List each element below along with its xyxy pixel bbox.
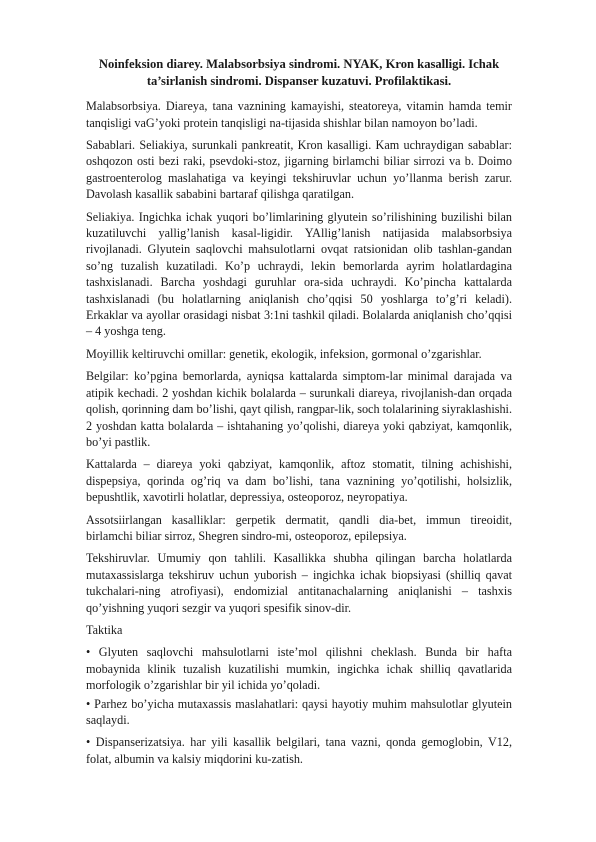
bullet-diet-consultation: • Parhez bo’yicha mutaxassis maslahatlari: qaysi hayotiy muhim mahsulotlar glyutein saqlaydi. (86, 696, 512, 727)
paragraph-symptoms: Belgilar: ko’pgina bemorlarda, ayniqsa kattalarda simptom-lar minimal darajada va atipik kechadi. 2 yoshdan kichik bolalarda – surunkali diareya, rivojlanish-dan orqada qolish, qorinning dam bo’lishi, qayt qilish, rangpar-lik, soch tolalarining siyraklashishi. 2 yoshdan katta bolalarda – ishtahaning yo’qolishi, diareya yoki qabziyat, kamqonlik, bo’yi pastlik. (86, 369, 512, 449)
paragraph-risk-factors: Moyillik keltiruvchi omillar: genetik, ekologik, infeksion, gormonal o’zgarishlar. (86, 346, 482, 361)
paragraph-celiac: Seliakiya. Ingichka ichak yuqori bo’limlarining glyutein so’rilishining buzilishi bilan kuzatiluvchi yallig’lanish kasal-ligidir. YAllig’lanish natijasida malabsorbsiya rivojlanadi. Glyutein saqlovchi mahsulotlarni ovqat ratsionidan olib tashlan-gandan so’ng tuzalish kuzatiladi. Ko’p uchraydi, lekin bemorlarda ayrim holatlardagina tashxislanadi. Barcha yoshdagi guruhlar ora-sida uchraydi. Ko’pincha kattalarda tashxislanadi (bu holatlarning aniqlanish cho’qqisi 50 yoshlarga to’g’ri keladi). Erkaklar va ayollar orasidagi nisbat 3:1ni tashkil qiladi. Bolalarda aniqlanish cho’qqisi – 4 yoshga teng. (86, 209, 512, 339)
paragraph-malabsorption: Malabsorbsiya. Diareya, tana vaznining kamayishi, steatoreya, vitamin hamda temir tanqisligi vaG’yoki protein tanqisligi na-tijasida shishlar bilan namoyon bo’ladi. (86, 99, 512, 130)
bullet-gluten-restriction: • Glyuten saqlovchi mahsulotlarni iste’mol qilishni cheklash. Bunda bir hafta mobaynida klinik tuzalish kuzatilishi mumkin, ingichka ichak shilliq qavatlarida morfologik o’zgarishlar bir yil ichida yo’qoladi. (86, 645, 512, 693)
paragraph-investigations: Tekshiruvlar. Umumiy qon tahlili. Kasallikka shubha qilingan barcha holatlarda mutaxassislarga tekshiruv uchun yuborish – ingichka ichak biopsiyasi (shilliq qavat tukchalari-ning atrofiyasi), endomizial antitanachalarning aniqlanishi – tashxis qo’yishning yuqori sezgir va yuqori spesifik sinov-dir. (86, 551, 512, 615)
document-title: Noinfeksion diarey. Malabsorbsiya sindromi. NYAK, Kron kasalligi. Ichak ta’sirlanish sindromi. Dispanser kuzatuvi. Profilaktikasi. (98, 57, 500, 88)
paragraph-causes: Sabablari. Seliakiya, surunkali pankreatit, Kron kasalligi. Kam uchraydigan sabablar: oshqozon osti bezi raki, psevdoki-stoz, jigarning birlamchi biliar sirrozi va b. Doimo gastroenterolog maslahatiga va keyingi tekshiruvlar uchun yo’llanma berish zarur. Davolash kasallik sababini bartaraf qilishga qaratilgan. (86, 138, 512, 202)
paragraph-tactics-heading: Taktika (86, 622, 123, 637)
document-page (86, 56, 512, 773)
paragraph-associated-diseases: Assotsiirlangan kasalliklar: gerpetik dermatit, qandli dia-bet, immun tireoidit, birlamchi biliar sirroz, Shegren sindro-mi, osteoporoz, epilepsiya. (86, 512, 512, 543)
bullet-dispensary: • Dispanserizatsiya. har yili kasallik belgilari, tana vazni, qonda gemoglobin, V12, folat, albumin va kalsiy miqdorini ku-zatish. (86, 735, 512, 766)
paragraph-adults: Kattalarda – diareya yoki qabziyat, kamqonlik, aftoz stomatit, tilning achishishi, dispepsiya, qorinda og’riq va dam bo’lishi, tana vaznining yo’qotilishi, holsizlik, bepushtlik, xavotirli holatlar, depressiya, osteoporoz, neyropatiya. (86, 457, 512, 505)
